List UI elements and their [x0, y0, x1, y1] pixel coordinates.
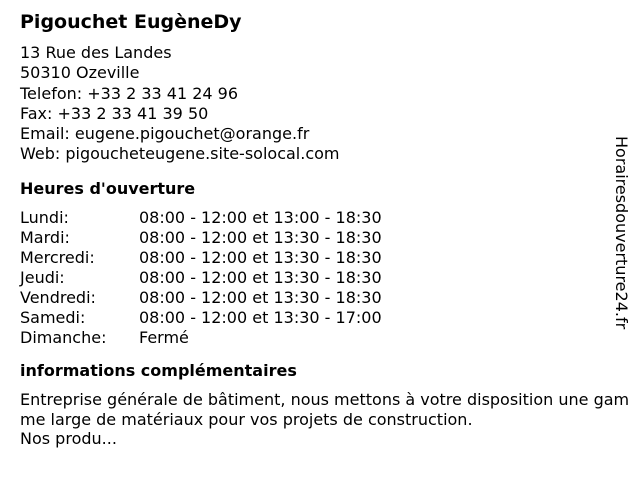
- hours-day: Dimanche:: [20, 327, 107, 347]
- hours-row: [20, 328, 382, 348]
- phone-number[interactable]: Telefon: +33 2 33 41 24 96: [20, 83, 239, 103]
- hours-row: [20, 308, 382, 328]
- hours-time: Fermé: [139, 327, 189, 347]
- fax-number: Fax: +33 2 33 41 39 50: [20, 103, 209, 123]
- description-truncated: Nos produ...: [20, 428, 117, 448]
- opening-hours-heading: Heures d'ouverture: [20, 178, 196, 198]
- hours-day: Mercredi:: [20, 247, 95, 267]
- hours-day: Jeudi:: [20, 267, 65, 287]
- hours-time: 08:00 - 12:00 et 13:30 - 18:30: [139, 247, 382, 267]
- business-description: Entreprise générale de bâtiment, nous mettons à votre disposition une gamme large de matériaux pour vos projets de construction.: [20, 389, 630, 429]
- hours-day: Samedi:: [20, 307, 86, 327]
- hours-row: [20, 248, 382, 268]
- additional-info-heading: informations complémentaires: [20, 360, 297, 380]
- address-city: 50310 Ozeville: [20, 63, 140, 83]
- hours-row: [20, 288, 382, 308]
- site-watermark: Horairesdouverture24.fr: [612, 136, 631, 330]
- hours-time: 08:00 - 12:00 et 13:30 - 18:30: [139, 227, 382, 247]
- hours-day: Mardi:: [20, 227, 70, 247]
- email-address[interactable]: Email: eugene.pigouchet@orange.fr: [20, 124, 310, 144]
- hours-day: Vendredi:: [20, 287, 96, 307]
- business-name: Pigouchet EugèneDy: [20, 11, 242, 33]
- hours-time: 08:00 - 12:00 et 13:30 - 18:30: [139, 287, 382, 307]
- website-url[interactable]: Web: pigoucheteugene.site-solocal.com: [20, 144, 340, 164]
- hours-time: 08:00 - 12:00 et 13:30 - 18:30: [139, 267, 382, 287]
- hours-time: 08:00 - 12:00 et 13:30 - 17:00: [139, 307, 382, 327]
- hours-day: Lundi:: [20, 207, 69, 227]
- hours-row: [20, 208, 382, 228]
- hours-row: [20, 268, 382, 288]
- hours-row: [20, 228, 382, 248]
- address-street: 13 Rue des Landes: [20, 43, 172, 62]
- opening-hours-table: [20, 208, 382, 348]
- hours-time: 08:00 - 12:00 et 13:00 - 18:30: [139, 207, 382, 227]
